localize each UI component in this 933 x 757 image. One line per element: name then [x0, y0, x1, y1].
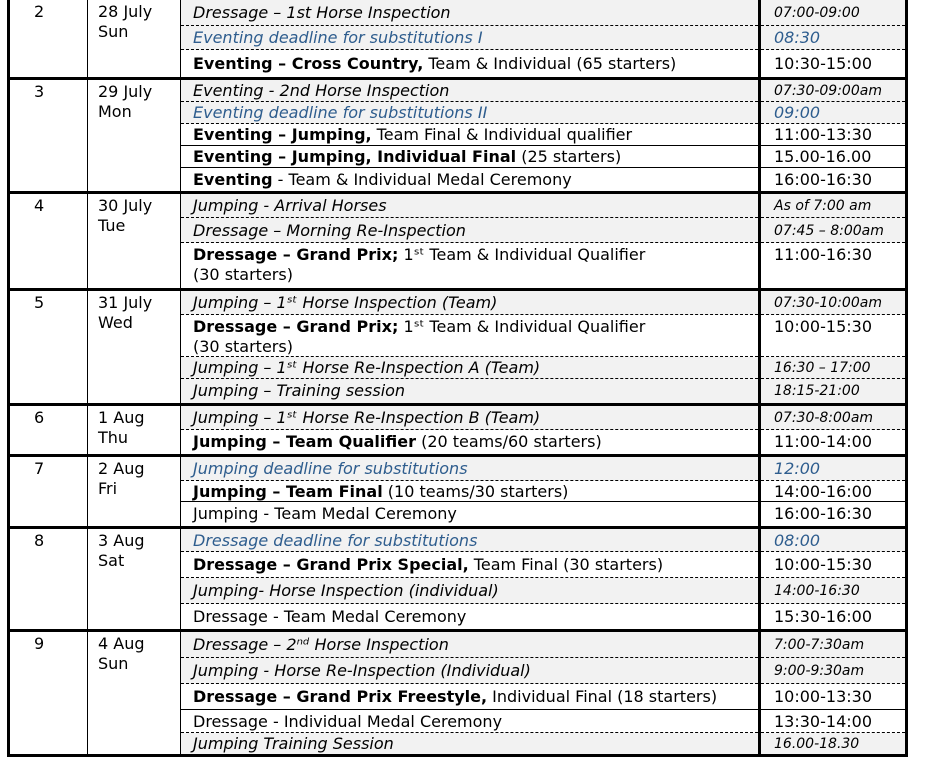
date-cell — [87, 194, 180, 288]
day-number-cell — [7, 406, 87, 454]
event-entry — [181, 502, 758, 526]
date-text: 2 Aug Fri — [98, 459, 145, 498]
event-entry — [181, 194, 758, 218]
events-cell — [180, 457, 758, 526]
date-text: 30 July Tue — [98, 196, 153, 235]
event-entry — [181, 481, 758, 502]
event-entry — [181, 124, 758, 146]
event-entry — [181, 710, 758, 733]
event-detail: - Team & Individual Medal Ceremony — [272, 169, 572, 189]
day-number: 9 — [34, 634, 45, 653]
events-cell — [180, 632, 758, 754]
events-cell — [180, 194, 758, 288]
event-detail: Eventing - 2nd Horse Inspection — [193, 81, 450, 100]
event-time: 10:00-13:30 — [761, 684, 905, 710]
event-time: 16:30 – 17:00 — [761, 357, 905, 379]
date-cell — [87, 406, 180, 454]
event-entry — [181, 604, 758, 629]
event-title: Eventing – Jumping, Individual Final — [193, 147, 517, 166]
date-cell — [87, 457, 180, 526]
event-entry — [181, 102, 758, 124]
event-time: 16.00-18.30 — [761, 733, 905, 754]
events-cell — [180, 80, 758, 191]
event-time: 13:30-14:00 — [761, 710, 905, 733]
date-cell — [87, 529, 180, 629]
event-entry — [181, 733, 758, 754]
event-time: 08:00 — [761, 529, 905, 552]
date-text: 29 July Mon — [98, 82, 153, 121]
day-block — [7, 194, 908, 291]
event-detail: Dressage - Team Medal Ceremony — [193, 606, 467, 626]
event-entry — [181, 658, 758, 684]
event-detail: Jumping – 1ˢᵗ Horse Re-Inspection B (Team) — [193, 408, 541, 427]
event-entry — [181, 357, 758, 379]
event-time: 07:30-09:00am — [761, 80, 905, 102]
event-detail: Team Final & Individual qualifier — [371, 125, 633, 144]
event-entry — [181, 315, 758, 357]
day-block — [7, 457, 908, 529]
event-title: Dressage – Grand Prix; — [193, 317, 399, 336]
times-cell — [758, 0, 908, 77]
event-detail: Jumping deadline for substitutions — [193, 459, 468, 478]
event-time: 11:00-16:30 — [774, 245, 872, 264]
event-entry — [181, 578, 758, 604]
event-detail: Eventing deadline for substitutions II — [193, 103, 488, 122]
day-number-cell — [7, 194, 87, 288]
times-cell — [758, 194, 908, 288]
event-detail: Dressage – Morning Re-Inspection — [193, 220, 466, 240]
event-time: 9:00-9:30am — [761, 658, 905, 684]
event-time: 10:30-15:00 — [774, 53, 872, 73]
date-cell — [87, 632, 180, 754]
date-cell — [87, 291, 180, 403]
event-time: As of 7:00 am — [761, 194, 905, 218]
event-detail: Individual Final (18 starters) — [487, 687, 718, 706]
date-cell — [87, 0, 180, 77]
event-detail: 1ˢᵗ Team & Individual Qualifier (30 starters) — [193, 245, 646, 284]
event-entry — [181, 406, 758, 430]
event-entry — [181, 457, 758, 481]
event-entry — [181, 529, 758, 552]
day-number-cell — [7, 80, 87, 191]
day-block — [7, 632, 908, 757]
event-detail: Jumping Training Session — [193, 734, 394, 753]
times-cell — [758, 457, 908, 526]
event-time: 16:00-16:30 — [774, 504, 872, 523]
event-entry — [181, 146, 758, 168]
date-text: 4 Aug Sun — [98, 634, 145, 673]
event-detail: Dressage - Individual Medal Ceremony — [193, 711, 503, 731]
day-block — [7, 529, 908, 632]
events-cell — [180, 0, 758, 77]
event-title: Eventing – Jumping, — [193, 125, 372, 144]
event-entry — [181, 379, 758, 403]
event-detail: Jumping- Horse Inspection (individual) — [193, 581, 499, 600]
event-title: Jumping – Team Final — [193, 482, 383, 501]
event-detail: Team & Individual (65 starters) — [423, 53, 677, 73]
times-cell — [758, 291, 908, 403]
event-entry — [181, 218, 758, 243]
event-time: 15.00-16.00 — [761, 146, 905, 168]
event-time: 14:00-16:30 — [761, 578, 905, 604]
event-detail: Team Final (30 starters) — [468, 555, 664, 574]
day-number: 4 — [34, 196, 45, 215]
event-entry — [181, 552, 758, 578]
times-cell — [758, 632, 908, 754]
event-entry — [181, 168, 758, 191]
day-number: 3 — [34, 82, 45, 101]
day-number-cell — [7, 529, 87, 629]
date-cell — [87, 80, 180, 191]
event-time: 15:30-16:00 — [774, 606, 872, 626]
event-time: 11:00-13:30 — [761, 124, 905, 146]
event-title: Dressage – Grand Prix; — [193, 245, 399, 264]
event-entry — [181, 26, 758, 50]
day-number: 5 — [34, 293, 45, 312]
event-title: Eventing – Cross Country, — [193, 53, 424, 73]
date-text: 3 Aug Sat — [98, 531, 145, 570]
event-detail: Jumping – Training session — [193, 381, 406, 400]
date-text: 31 July Wed — [98, 293, 153, 332]
event-detail: Jumping - Horse Re-Inspection (Individual) — [193, 661, 531, 680]
event-detail: (25 starters) — [516, 147, 622, 166]
day-number: 7 — [34, 459, 45, 478]
event-time: 16:00-16:30 — [774, 169, 872, 189]
event-detail: (20 teams/60 starters) — [415, 432, 602, 451]
event-detail: Jumping – 1ˢᵗ Horse Re-Inspection A (Team) — [193, 358, 541, 377]
event-title: Jumping – Team Qualifier — [193, 432, 416, 451]
event-time: 07:30-10:00am — [761, 291, 905, 315]
event-entry — [181, 243, 758, 288]
event-title: Dressage – Grand Prix Freestyle, — [193, 687, 488, 706]
event-detail: (10 teams/30 starters) — [382, 482, 569, 501]
event-detail: 1ˢᵗ Team & Individual Qualifier (30 starters) — [193, 317, 646, 356]
day-block — [7, 80, 908, 194]
event-title: Dressage – Grand Prix Special, — [193, 555, 469, 574]
event-time: 09:00 — [761, 102, 905, 124]
day-number-cell — [7, 291, 87, 403]
day-number-cell — [7, 457, 87, 526]
event-time: 07:45 – 8:00am — [761, 218, 905, 243]
events-cell — [180, 406, 758, 454]
event-detail: Dressage – 2ⁿᵈ Horse Inspection — [193, 635, 449, 654]
event-time: 10:00-15:30 — [761, 552, 905, 578]
date-text: 28 July Sun — [98, 2, 153, 41]
times-cell — [758, 406, 908, 454]
event-time: 07:30-8:00am — [761, 406, 905, 430]
day-number-cell — [7, 0, 87, 77]
day-number-cell — [7, 632, 87, 754]
day-number: 6 — [34, 408, 45, 427]
event-detail: Jumping - Team Medal Ceremony — [193, 504, 457, 523]
event-detail: Dressage – 1st Horse Inspection — [193, 3, 451, 22]
event-time: 14:00-16:00 — [761, 481, 905, 502]
events-cell — [180, 291, 758, 403]
event-entry — [181, 684, 758, 710]
times-cell — [758, 80, 908, 191]
event-time: 07:00-09:00 — [761, 0, 905, 26]
event-detail: Jumping – 1ˢᵗ Horse Inspection (Team) — [193, 293, 498, 312]
event-time: 10:00-15:30 — [761, 315, 905, 357]
event-entry — [181, 80, 758, 102]
day-number: 8 — [34, 531, 45, 550]
event-entry — [181, 632, 758, 658]
event-entry — [181, 0, 758, 26]
schedule-table — [7, 0, 908, 757]
event-detail: Dressage deadline for substitutions — [193, 530, 478, 550]
event-entry — [181, 50, 758, 77]
event-detail: Jumping - Arrival Horses — [193, 196, 387, 215]
event-time: 7:00-7:30am — [761, 632, 905, 658]
event-entry — [181, 430, 758, 454]
event-detail: Eventing deadline for substitutions I — [193, 28, 483, 47]
event-time: 18:15-21:00 — [761, 379, 905, 403]
event-time: 12:00 — [761, 457, 905, 481]
event-entry — [181, 291, 758, 315]
date-text: 1 Aug Thu — [98, 408, 145, 447]
day-number: 2 — [34, 2, 45, 21]
events-cell — [180, 529, 758, 629]
event-time: 11:00-14:00 — [774, 432, 872, 451]
day-block — [7, 406, 908, 457]
day-block — [7, 291, 908, 406]
times-cell — [758, 529, 908, 629]
event-time: 08:30 — [761, 26, 905, 50]
event-title: Eventing — [193, 169, 273, 189]
day-block — [7, 0, 908, 80]
